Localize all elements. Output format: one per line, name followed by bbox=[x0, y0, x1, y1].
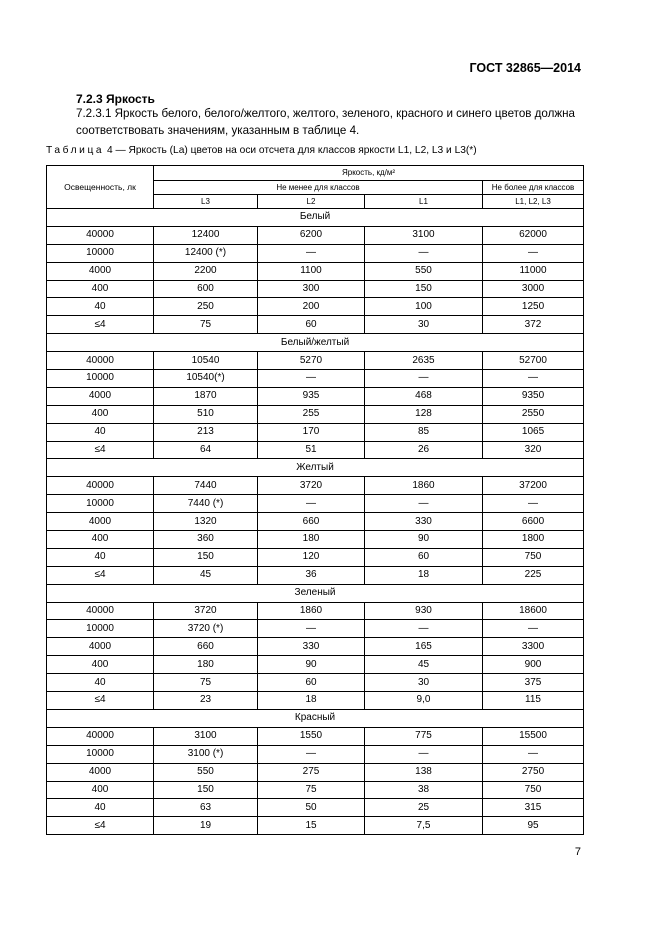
table-cell: 128 bbox=[365, 405, 483, 423]
table-row bbox=[47, 244, 584, 262]
table-cell: 935 bbox=[258, 387, 365, 405]
table-cell: 660 bbox=[258, 513, 365, 531]
table-cell: 3100 bbox=[365, 226, 483, 244]
table-cell: — bbox=[258, 495, 365, 513]
table-cell: 7440 (*) bbox=[154, 495, 258, 513]
table-cell: 3720 bbox=[154, 602, 258, 620]
table-cell: 15500 bbox=[483, 727, 584, 745]
table-cell: 45 bbox=[365, 656, 483, 674]
header-luminance: Яркость, кд/м² bbox=[154, 166, 584, 181]
table-row bbox=[47, 781, 584, 799]
table-cell: 10000 bbox=[47, 244, 154, 262]
table-cell: — bbox=[365, 745, 483, 763]
group-name: Белый/желтый bbox=[47, 334, 584, 352]
table-cell: 2750 bbox=[483, 763, 584, 781]
table-cell: 40000 bbox=[47, 226, 154, 244]
table-cell: 40 bbox=[47, 799, 154, 817]
table-cell: 64 bbox=[154, 441, 258, 459]
table-cell: 315 bbox=[483, 799, 584, 817]
table-cell: 9350 bbox=[483, 387, 584, 405]
table-cell: 30 bbox=[365, 674, 483, 692]
table-cell: 660 bbox=[154, 638, 258, 656]
table-cell: 200 bbox=[258, 298, 365, 316]
table-cell: 9,0 bbox=[365, 692, 483, 710]
table-cell: 400 bbox=[47, 656, 154, 674]
table-cell: 1550 bbox=[258, 727, 365, 745]
table-group-row bbox=[47, 209, 584, 227]
table-cell: 3300 bbox=[483, 638, 584, 656]
table-row bbox=[47, 370, 584, 388]
table-cell: 60 bbox=[365, 548, 483, 566]
table-cell: 90 bbox=[365, 531, 483, 549]
section-paragraph: 7.2.3.1 Яркость белого, белого/желтого, желтого, зеленого, красного и синего цветов должна соответствовать значениям, указанным в таблице 4. bbox=[76, 107, 575, 137]
table-row bbox=[47, 674, 584, 692]
table-cell: 5270 bbox=[258, 352, 365, 370]
table-cell: 255 bbox=[258, 405, 365, 423]
table-body bbox=[47, 209, 584, 835]
table-row bbox=[47, 387, 584, 405]
table-cell: 330 bbox=[365, 513, 483, 531]
table-cell: 40 bbox=[47, 548, 154, 566]
table-row bbox=[47, 352, 584, 370]
table-cell: 1065 bbox=[483, 423, 584, 441]
table-cell: 275 bbox=[258, 763, 365, 781]
table-cell: 1100 bbox=[258, 262, 365, 280]
table-cell: 52700 bbox=[483, 352, 584, 370]
table-cell: 75 bbox=[154, 316, 258, 334]
table-cell: 165 bbox=[365, 638, 483, 656]
table-cell: 3100 (*) bbox=[154, 745, 258, 763]
table-cell: 1250 bbox=[483, 298, 584, 316]
table-cell: 1800 bbox=[483, 531, 584, 549]
table-cell: 15 bbox=[258, 817, 365, 835]
table-row bbox=[47, 405, 584, 423]
table-cell: ≤4 bbox=[47, 441, 154, 459]
table-row bbox=[47, 692, 584, 710]
table-cell: — bbox=[365, 620, 483, 638]
table-cell: 75 bbox=[258, 781, 365, 799]
header-col-l3: L3 bbox=[154, 195, 258, 209]
table-row bbox=[47, 817, 584, 835]
group-name: Белый bbox=[47, 209, 584, 227]
table-cell: 1860 bbox=[258, 602, 365, 620]
table-cell: 6200 bbox=[258, 226, 365, 244]
table-row bbox=[47, 602, 584, 620]
table-cell: 12400 bbox=[154, 226, 258, 244]
table-row bbox=[47, 280, 584, 298]
header-col-all: L1, L2, L3 bbox=[483, 195, 584, 209]
table-cell: 775 bbox=[365, 727, 483, 745]
table-cell: 330 bbox=[258, 638, 365, 656]
table-cell: 4000 bbox=[47, 763, 154, 781]
table-row bbox=[47, 620, 584, 638]
table-cell: 60 bbox=[258, 316, 365, 334]
table-cell: 40000 bbox=[47, 727, 154, 745]
table-caption-label: Таблица bbox=[46, 145, 105, 156]
table-cell: 23 bbox=[154, 692, 258, 710]
document-code: ГОСТ 32865—2014 bbox=[469, 61, 581, 75]
table-cell: 6600 bbox=[483, 513, 584, 531]
table-cell: ≤4 bbox=[47, 817, 154, 835]
table-row bbox=[47, 763, 584, 781]
table-caption-text: 4 — Яркость (La) цветов на оси отсчета для классов яркости L1, L2, L3 и L3(*) bbox=[104, 145, 477, 156]
table-cell: 510 bbox=[154, 405, 258, 423]
table-row bbox=[47, 799, 584, 817]
section-title: 7.2.3 Яркость bbox=[76, 92, 155, 106]
table-row bbox=[47, 531, 584, 549]
table-cell: — bbox=[483, 495, 584, 513]
header-col-l2: L2 bbox=[258, 195, 365, 209]
table-cell: 40 bbox=[47, 423, 154, 441]
table-cell: 468 bbox=[365, 387, 483, 405]
table-cell: — bbox=[483, 244, 584, 262]
table-cell: 26 bbox=[365, 441, 483, 459]
table-row bbox=[47, 638, 584, 656]
table-cell: 150 bbox=[154, 781, 258, 799]
table-cell: 3100 bbox=[154, 727, 258, 745]
table-cell: 12400 (*) bbox=[154, 244, 258, 262]
luminance-table bbox=[46, 165, 584, 835]
table-row bbox=[47, 513, 584, 531]
table-cell: 550 bbox=[154, 763, 258, 781]
group-name: Желтый bbox=[47, 459, 584, 477]
table-row bbox=[47, 298, 584, 316]
table-cell: 10000 bbox=[47, 745, 154, 763]
table-cell: 320 bbox=[483, 441, 584, 459]
table-cell: 19 bbox=[154, 817, 258, 835]
table-cell: 225 bbox=[483, 566, 584, 584]
table-row bbox=[47, 495, 584, 513]
table-cell: 62000 bbox=[483, 226, 584, 244]
table-cell: 400 bbox=[47, 280, 154, 298]
table-cell: 25 bbox=[365, 799, 483, 817]
table-cell: 10540 bbox=[154, 352, 258, 370]
table-cell: 4000 bbox=[47, 638, 154, 656]
table-cell: 300 bbox=[258, 280, 365, 298]
table-cell: 115 bbox=[483, 692, 584, 710]
table-cell: 1870 bbox=[154, 387, 258, 405]
table-cell: 60 bbox=[258, 674, 365, 692]
table-cell: 1320 bbox=[154, 513, 258, 531]
table-cell: 2200 bbox=[154, 262, 258, 280]
table-cell: 50 bbox=[258, 799, 365, 817]
table-cell: 150 bbox=[365, 280, 483, 298]
table-cell: 18 bbox=[258, 692, 365, 710]
table-cell: 3720 bbox=[258, 477, 365, 495]
table-cell: 170 bbox=[258, 423, 365, 441]
table-cell: 63 bbox=[154, 799, 258, 817]
table-cell: 930 bbox=[365, 602, 483, 620]
table-caption bbox=[46, 145, 477, 156]
table-cell: 7,5 bbox=[365, 817, 483, 835]
table-cell: 750 bbox=[483, 781, 584, 799]
table-cell: — bbox=[365, 495, 483, 513]
table-cell: 75 bbox=[154, 674, 258, 692]
table-row bbox=[47, 226, 584, 244]
table-cell: 40000 bbox=[47, 352, 154, 370]
table-group-row bbox=[47, 709, 584, 727]
table-cell: 4000 bbox=[47, 262, 154, 280]
table-cell: 550 bbox=[365, 262, 483, 280]
table-cell: — bbox=[365, 370, 483, 388]
table-cell: 3720 (*) bbox=[154, 620, 258, 638]
table-cell: 138 bbox=[365, 763, 483, 781]
table-cell: 10000 bbox=[47, 370, 154, 388]
table-cell: ≤4 bbox=[47, 316, 154, 334]
table-cell: — bbox=[483, 370, 584, 388]
table-cell: 3000 bbox=[483, 280, 584, 298]
table-cell: 1860 bbox=[365, 477, 483, 495]
header-col-l1: L1 bbox=[365, 195, 483, 209]
table-row bbox=[47, 656, 584, 674]
table-row bbox=[47, 477, 584, 495]
table-cell: 900 bbox=[483, 656, 584, 674]
table-group-row bbox=[47, 334, 584, 352]
table-cell: 45 bbox=[154, 566, 258, 584]
table-cell: — bbox=[258, 244, 365, 262]
table-group-row bbox=[47, 459, 584, 477]
table-cell: 10000 bbox=[47, 620, 154, 638]
table-cell: 372 bbox=[483, 316, 584, 334]
table-cell: 40 bbox=[47, 674, 154, 692]
table-cell: 11000 bbox=[483, 262, 584, 280]
table-cell: 2635 bbox=[365, 352, 483, 370]
table-row bbox=[47, 262, 584, 280]
table-cell: 180 bbox=[258, 531, 365, 549]
table-group-row bbox=[47, 584, 584, 602]
table-cell: 18600 bbox=[483, 602, 584, 620]
table-cell: 4000 bbox=[47, 513, 154, 531]
header-not-less: Не менее для классов bbox=[154, 181, 483, 195]
table-cell: 250 bbox=[154, 298, 258, 316]
table-cell: — bbox=[483, 745, 584, 763]
table-cell: 600 bbox=[154, 280, 258, 298]
table-cell: 360 bbox=[154, 531, 258, 549]
table-cell: 40000 bbox=[47, 602, 154, 620]
table-cell: 85 bbox=[365, 423, 483, 441]
table-cell: 95 bbox=[483, 817, 584, 835]
table-cell: 30 bbox=[365, 316, 483, 334]
table-cell: 90 bbox=[258, 656, 365, 674]
table-cell: 2550 bbox=[483, 405, 584, 423]
table-cell: — bbox=[258, 370, 365, 388]
group-name: Красный bbox=[47, 709, 584, 727]
table-row bbox=[47, 566, 584, 584]
group-name: Зеленый bbox=[47, 584, 584, 602]
page-number: 7 bbox=[574, 846, 581, 858]
table-cell: 40000 bbox=[47, 477, 154, 495]
table-cell: 400 bbox=[47, 781, 154, 799]
table-row bbox=[47, 745, 584, 763]
table-cell: — bbox=[365, 244, 483, 262]
header-not-more: Не более для классов bbox=[483, 181, 584, 195]
table-cell: 400 bbox=[47, 405, 154, 423]
table-cell: 375 bbox=[483, 674, 584, 692]
table-cell: 7440 bbox=[154, 477, 258, 495]
table-cell: 213 bbox=[154, 423, 258, 441]
table-cell: — bbox=[483, 620, 584, 638]
table-cell: 51 bbox=[258, 441, 365, 459]
header-illuminance: Освещенность, лк bbox=[47, 166, 154, 209]
table-cell: ≤4 bbox=[47, 692, 154, 710]
table-cell: 750 bbox=[483, 548, 584, 566]
table-row bbox=[47, 423, 584, 441]
table-row bbox=[47, 727, 584, 745]
table-cell: 4000 bbox=[47, 387, 154, 405]
table-cell: 10540(*) bbox=[154, 370, 258, 388]
table-cell: 120 bbox=[258, 548, 365, 566]
table-cell: 40 bbox=[47, 298, 154, 316]
table-cell: 37200 bbox=[483, 477, 584, 495]
table-cell: 400 bbox=[47, 531, 154, 549]
table-cell: 10000 bbox=[47, 495, 154, 513]
table-row bbox=[47, 548, 584, 566]
table-cell: 100 bbox=[365, 298, 483, 316]
table-cell: 36 bbox=[258, 566, 365, 584]
table-cell: 180 bbox=[154, 656, 258, 674]
table-cell: — bbox=[258, 620, 365, 638]
table-cell: 18 bbox=[365, 566, 483, 584]
table-cell: ≤4 bbox=[47, 566, 154, 584]
table-cell: 38 bbox=[365, 781, 483, 799]
table-cell: — bbox=[258, 745, 365, 763]
table-row bbox=[47, 441, 584, 459]
table-row bbox=[47, 316, 584, 334]
table-cell: 150 bbox=[154, 548, 258, 566]
